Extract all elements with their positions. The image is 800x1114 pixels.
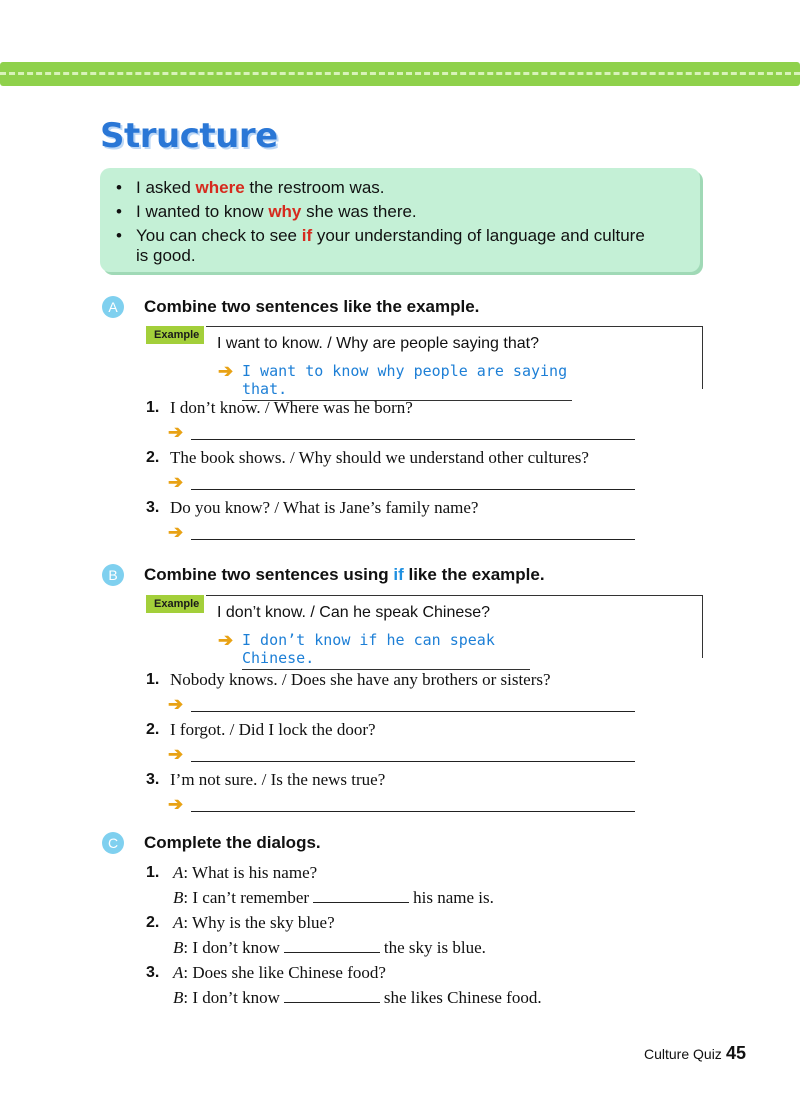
arrow-icon: ➔ xyxy=(218,361,234,381)
example-a-tag: Example xyxy=(146,326,204,344)
section-a-heading: Combine two sentences like the example. xyxy=(144,297,480,316)
arrow-icon: ➔ xyxy=(168,794,184,814)
section-b-heading: Combine two sentences using if like the example. xyxy=(144,565,545,584)
keyword-where: where xyxy=(195,178,245,197)
question-a2-text: The book shows. / Why should we understand other cultures? xyxy=(170,448,589,467)
dialog-2-line-a: A: Why is the sky blue? xyxy=(173,913,335,932)
answer-line-b2[interactable] xyxy=(191,761,635,762)
dialog-3-line-b: B: I don’t know she likes Chinese food. xyxy=(173,988,542,1007)
dialog-1-blank[interactable] xyxy=(313,901,409,903)
dialog-2-line-b: B: I don’t know the sky is blue. xyxy=(173,938,486,957)
section-c-marker: C xyxy=(102,832,124,854)
dialog-3-number: 3. xyxy=(146,964,160,981)
question-a3-number: 3. xyxy=(146,499,160,516)
arrow-icon: ➔ xyxy=(168,694,184,714)
question-a3-text: Do you know? / What is Jane’s family name? xyxy=(170,498,479,517)
bullet-icon: • xyxy=(116,226,122,245)
answer-line-a1[interactable] xyxy=(191,439,635,440)
question-a2-number: 2. xyxy=(146,449,160,466)
arrow-icon: ➔ xyxy=(218,630,234,650)
example-b-question: I don’t know. / Can he speak Chinese? xyxy=(217,604,491,621)
bullet-icon: • xyxy=(116,202,122,221)
answer-line-a3[interactable] xyxy=(191,539,635,540)
dialog-2-number: 2. xyxy=(146,914,160,931)
section-b-marker: B xyxy=(102,564,124,586)
dialog-1-number: 1. xyxy=(146,864,160,881)
question-b3-text: I’m not sure. / Is the news true? xyxy=(170,770,386,789)
example-a-answer: I want to know why people are saying that. xyxy=(242,362,572,401)
question-a1-text: I don’t know. / Where was he born? xyxy=(170,398,413,417)
question-b1-text: Nobody knows. / Does she have any brothers or sisters? xyxy=(170,670,551,689)
dialog-3-line-a: A: Does she like Chinese food? xyxy=(173,963,386,982)
structure-item-1: • I asked where the restroom was. xyxy=(116,178,385,197)
arrow-icon: ➔ xyxy=(168,422,184,442)
arrow-icon: ➔ xyxy=(168,522,184,542)
question-b2-text: I forgot. / Did I lock the door? xyxy=(170,720,376,739)
question-b1-number: 1. xyxy=(146,671,160,688)
arrow-icon: ➔ xyxy=(168,472,184,492)
dialog-3-blank[interactable] xyxy=(284,1001,380,1003)
section-a-marker: A xyxy=(102,296,124,318)
question-b3-number: 3. xyxy=(146,771,160,788)
structure-item-2: • I wanted to know why she was there. xyxy=(116,202,417,221)
page-number: 45 xyxy=(726,1043,747,1063)
answer-line-b3[interactable] xyxy=(191,811,635,812)
keyword-if: if xyxy=(301,226,313,245)
example-b-tag: Example xyxy=(146,595,204,613)
keyword-if-blue: if xyxy=(393,565,404,584)
answer-line-b1[interactable] xyxy=(191,711,635,712)
arrow-icon: ➔ xyxy=(168,744,184,764)
answer-line-a2[interactable] xyxy=(191,489,635,490)
bullet-icon: • xyxy=(116,178,122,197)
dialog-2-blank[interactable] xyxy=(284,951,380,953)
band-dash-line xyxy=(0,72,800,75)
page-title: Structure xyxy=(100,116,278,156)
dialog-1-line-a: A: What is his name? xyxy=(173,863,318,882)
keyword-why: why xyxy=(268,202,302,221)
question-b2-number: 2. xyxy=(146,721,160,738)
example-b-answer: I don’t know if he can speak Chinese. xyxy=(242,631,530,670)
structure-item-3: • You can check to see if your understanding of language and culture is good. xyxy=(116,226,645,265)
example-a-question: I want to know. / Why are people saying that? xyxy=(217,335,539,352)
section-c-heading: Complete the dialogs. xyxy=(144,833,321,852)
question-a1-number: 1. xyxy=(146,399,160,416)
dialog-1-line-b: B: I can’t remember his name is. xyxy=(173,888,494,907)
footer-label: Culture Quiz xyxy=(644,1046,722,1062)
